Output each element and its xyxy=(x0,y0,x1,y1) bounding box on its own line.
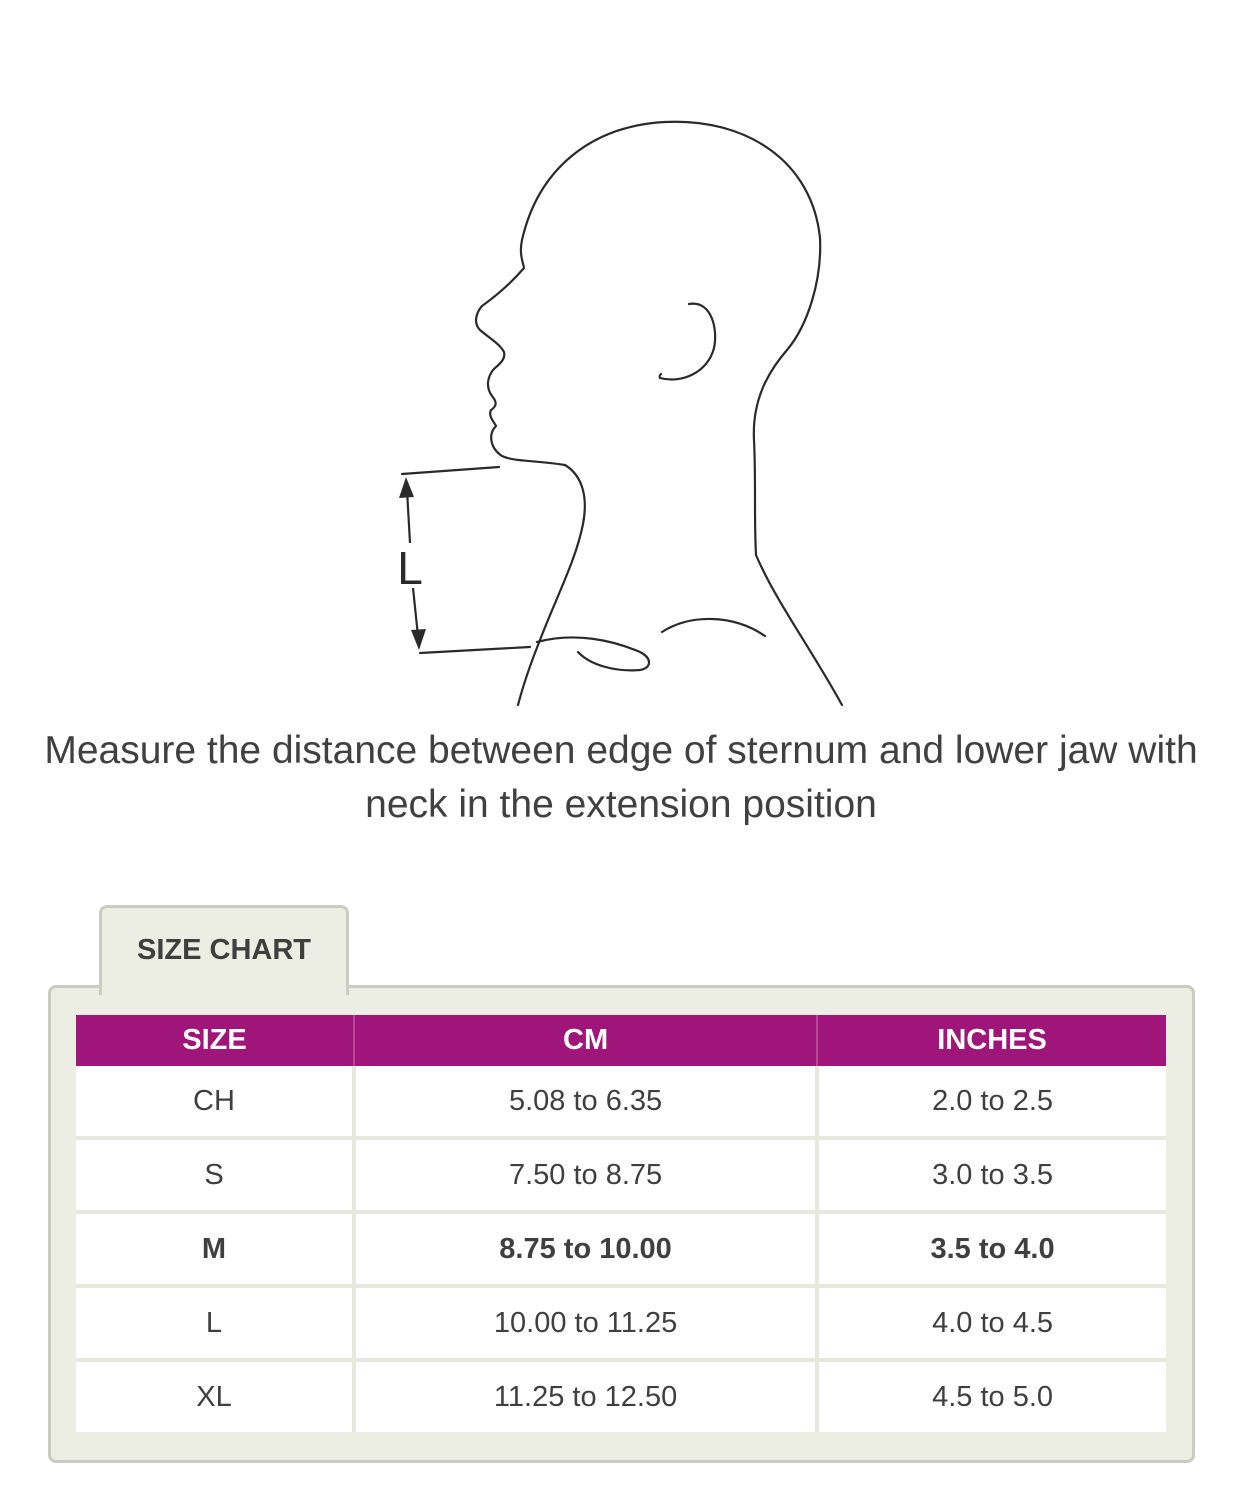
front-neck-outline xyxy=(518,640,540,705)
jaw-reference-line xyxy=(402,467,499,474)
back-of-head-outline xyxy=(754,238,820,555)
table-row xyxy=(76,1212,1166,1286)
measurement-instruction: Measure the distance between edge of sternum and lower jaw with neck in the extension position xyxy=(44,729,1198,826)
cm-cell: 10.00 to 11.25 xyxy=(354,1286,817,1360)
measure-arrow-down-head xyxy=(411,629,426,650)
inches-cell: 4.0 to 4.5 xyxy=(817,1286,1166,1360)
back-of-neck-outline xyxy=(756,555,842,705)
header-cm: CM xyxy=(354,1015,817,1066)
cm-cell: 11.25 to 12.50 xyxy=(354,1360,817,1432)
clavicle-outline xyxy=(537,637,649,670)
size-chart-table xyxy=(76,1015,1166,1432)
cm-cell: 7.50 to 8.75 xyxy=(354,1138,817,1212)
neck-measurement-illustration xyxy=(0,0,1242,720)
measure-arrow-lower-shaft xyxy=(413,588,418,636)
measure-arrow-up-head xyxy=(399,477,414,498)
table-header-row xyxy=(76,1015,1166,1066)
ear-outline xyxy=(660,304,716,380)
table-row xyxy=(76,1066,1166,1138)
shoulder-outline xyxy=(662,619,765,636)
size-cell: CH xyxy=(76,1066,354,1138)
size-cell: M xyxy=(76,1212,354,1286)
header-inches: INCHES xyxy=(817,1015,1166,1066)
size-cell: L xyxy=(76,1286,354,1360)
size-chart-tab xyxy=(99,905,349,995)
measure-arrow-upper-shaft xyxy=(407,490,410,543)
inches-cell: 3.5 to 4.0 xyxy=(817,1212,1166,1286)
table-row xyxy=(76,1360,1166,1432)
size-cell: XL xyxy=(76,1360,354,1432)
cm-cell: 8.75 to 10.00 xyxy=(354,1212,817,1286)
header-size: SIZE xyxy=(76,1015,354,1066)
table-row xyxy=(76,1138,1166,1212)
table-row xyxy=(76,1286,1166,1360)
inches-cell: 4.5 to 5.0 xyxy=(817,1360,1166,1432)
inches-cell: 2.0 to 2.5 xyxy=(817,1066,1166,1138)
cm-cell: 5.08 to 6.35 xyxy=(354,1066,817,1138)
inches-cell: 3.0 to 3.5 xyxy=(817,1138,1166,1212)
sternum-reference-line xyxy=(420,647,530,653)
size-cell: S xyxy=(76,1138,354,1212)
head-profile-outline xyxy=(476,122,820,640)
size-chart-tab-label: SIZE CHART xyxy=(137,934,311,966)
measure-label: L xyxy=(397,542,423,594)
